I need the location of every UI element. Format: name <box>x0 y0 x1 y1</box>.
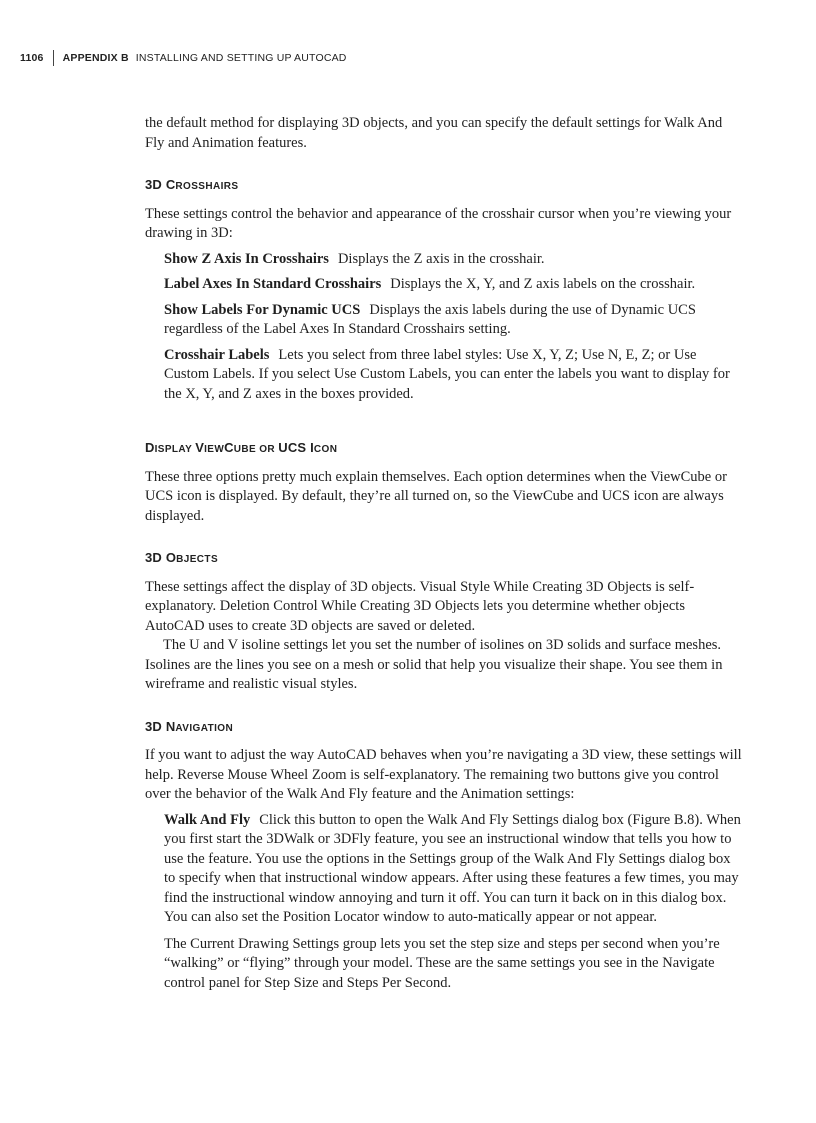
section-3d-crosshairs <box>145 175 745 404</box>
heading-display-viewcube <box>145 438 745 460</box>
heading-part: 3D O <box>145 550 177 565</box>
definition-item <box>164 250 745 270</box>
definition-item <box>164 301 745 340</box>
heading-part: UCS I <box>278 440 314 455</box>
walk-and-fly-paragraph-2: The Current Drawing Settings group lets you set the step size and steps per second when you’re “walking” or “flying” through your model. These are the same settings you see in the Navigate control panel for Step Size and Steps Per Second. <box>164 935 720 991</box>
definition-term: Show Z Axis In Crosshairs <box>164 250 329 267</box>
heading-part: ISPLAY <box>154 444 196 455</box>
appendix-title: INSTALLING AND SETTING UP AUTOCAD <box>135 52 347 64</box>
heading-part: UBE OR <box>233 444 279 455</box>
heading-part: 3D N <box>145 718 176 734</box>
appendix-label: APPENDIX B <box>62 52 129 64</box>
heading-3d-navigation <box>145 717 745 739</box>
heading-part: IEW <box>204 444 225 455</box>
header-divider <box>53 50 54 66</box>
definition-desc: Displays the X, Y, and Z axis labels on the crosshair. <box>390 276 696 292</box>
page-number: 1106 <box>20 52 44 64</box>
objects-paragraph-2: The U and V isoline settings let you set the number of isolines on 3D solids and surface meshes. Isolines are the lines you see on a mesh or solid that help you visualize their shape. You see them in wireframe and realistic visual styles. <box>145 637 723 692</box>
definition-item <box>164 346 745 405</box>
definition-desc: Displays the axis labels during the use of Dynamic UCS regardless of the Label Axes In Standard Crosshairs setting. <box>164 301 696 337</box>
running-head <box>20 50 347 66</box>
section-display-viewcube <box>145 438 745 526</box>
heading-part: BJECTS <box>176 554 219 565</box>
definition-item <box>164 275 745 295</box>
heading-part: AVIGATION <box>175 722 234 734</box>
definition-item <box>164 811 745 928</box>
crosshairs-intro: These settings control the behavior and appearance of the crosshair cursor when you’re viewing your drawing in 3D: <box>145 205 732 241</box>
heading-part: D <box>145 440 155 455</box>
intro-paragraph: the default method for displaying 3D objects, and you can specify the default settings for Walk And Fly and Animation features. <box>145 115 723 151</box>
heading-part: 3D C <box>145 177 176 192</box>
heading-3d-objects <box>145 548 745 570</box>
definition-term: Walk And Fly <box>164 811 251 828</box>
heading-3d-crosshairs <box>145 175 745 197</box>
heading-part: ROSSHAIRS <box>175 181 239 192</box>
objects-paragraph-1: These settings affect the display of 3D objects. Visual Style While Creating 3D Objects is self-explanatory. Deletion Control While Creating 3D Objects lets you determine whether objects AutoCAD uses to create 3D objects are saved or deleted. <box>145 578 695 634</box>
heading-part: CON <box>313 444 338 455</box>
section-3d-objects <box>145 548 745 695</box>
definition-term: Label Axes In Standard Crosshairs <box>164 276 382 292</box>
definition-term: Show Labels For Dynamic UCS <box>164 301 361 318</box>
definition-desc: Lets you select from three label styles: Use X, Y, Z; Use N, E, Z; or Use Custom Labels. If you select Use Custom Labels, you can enter the labels you want to display for the X, Y, and Z axes in the boxes provided. <box>164 346 730 402</box>
section-3d-navigation <box>145 717 745 994</box>
definition-desc: Displays the Z axis in the crosshair. <box>337 250 545 267</box>
definition-desc: Click this button to open the Walk And Fly Settings dialog box (Figure B.8). When you first start the 3DWalk or 3DFly feature, you see an instructional window that tells you how to use the feature. You use the options in the Settings group of the Walk And Fly Settings dialog box to specify when that instructional window appears. After using these features a few times, you may find the instructional window annoying and turn it off. You can turn it back on in this dialog box. You can also set the Position Locator window to auto-matically appear or not appear. <box>164 811 741 925</box>
viewcube-paragraph: These three options pretty much explain themselves. Each option determines when the ViewCube or UCS icon is displayed. By default, they’re all turned on, so the ViewCube and UCS icon are always displayed. <box>145 468 727 524</box>
heading-part: C <box>224 440 234 455</box>
definition-term: Crosshair Labels <box>164 346 270 363</box>
navigation-intro: If you want to adjust the way AutoCAD behaves when you’re navigating a 3D view, these settings will help. Reverse Mouse Wheel Zoom is self-explanatory. The remaining two buttons give you control over the behavior of the Walk And Fly feature and the Animation settings: <box>145 747 742 802</box>
page-body <box>145 114 745 993</box>
heading-part: V <box>195 440 205 455</box>
